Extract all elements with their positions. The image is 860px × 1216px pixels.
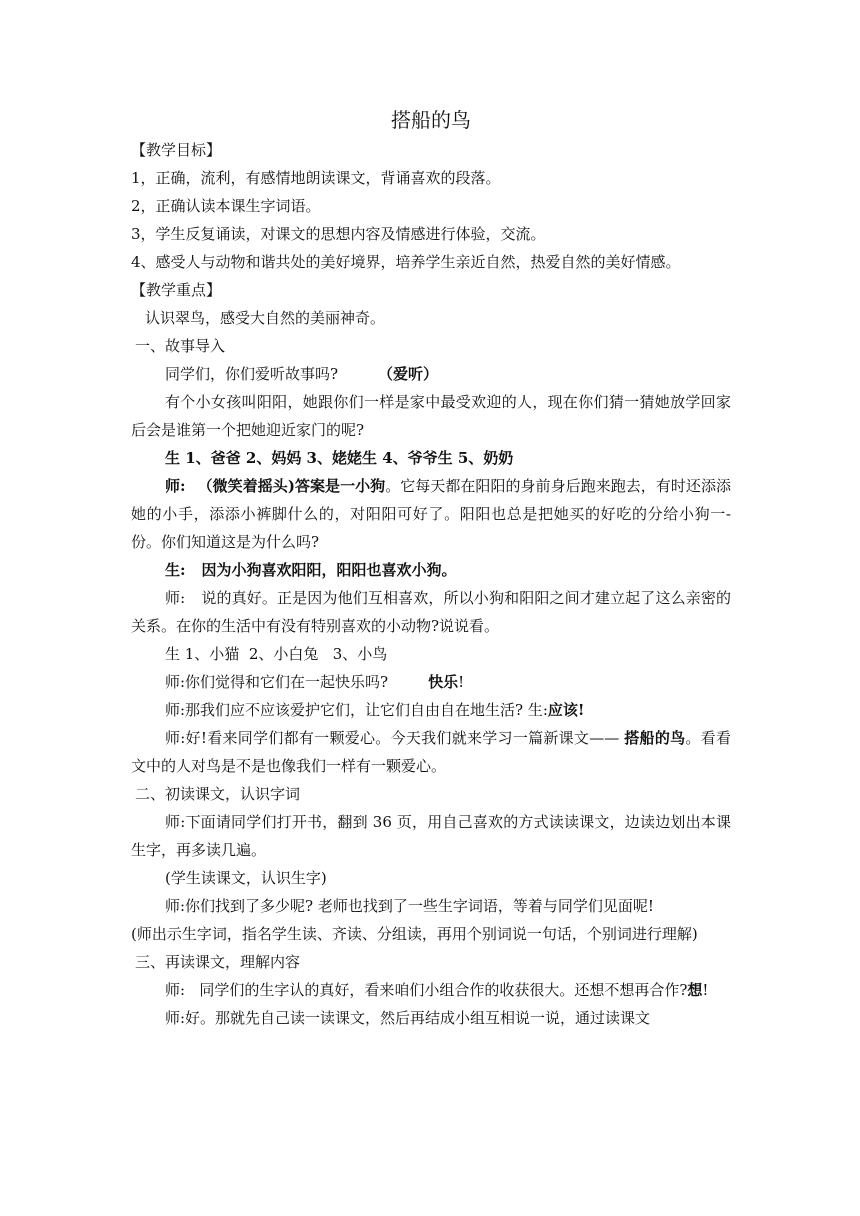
paragraph: 师:下面请同学们打开书，翻到 36 页，用自己喜欢的方式读读课文，边读边划出本课生字，再多读几遍。	[131, 813, 731, 859]
teacher-text: 说的真好。正是因为他们互相喜欢，所以小狗和阳阳之间才建立起了这么亲密的关系。在你的生活中有没有特别喜欢的小动物?说说看。	[131, 589, 731, 635]
student-answer: 应该!	[547, 701, 585, 719]
student-answer: 想	[687, 981, 703, 999]
section-heading-2: 二、初读课文，认识字词	[135, 785, 301, 803]
lesson-title-bold: 搭船的鸟	[624, 729, 686, 747]
goal-heading: 【教学目标】	[131, 141, 222, 159]
paragraph	[131, 976, 731, 1004]
teacher-text: 。看看文中的人对鸟是不是也像我们一样有一颗爱心。	[131, 729, 731, 775]
punctuation: !	[458, 673, 465, 691]
teacher-label: 师:	[165, 589, 186, 607]
teacher-bold-text: （微笑着摇头)答案是一小狗	[197, 477, 386, 495]
student-guess: 生 1、爸爸 2、妈妈 3、姥姥生 4、爷爷生 5、奶奶	[165, 449, 514, 467]
paragraph: (学生读课文，认识生字)	[165, 869, 327, 887]
paragraph: 师:好。那就先自己读一读课文，然后再结成小组互相说一说，通过读课文	[165, 1009, 651, 1027]
goal-item: 2，正确认读本课生字词语。	[131, 197, 321, 215]
paragraph: 师:你们找到了多少呢? 老师也找到了一些生字词语，等着与同学们见面呢!	[165, 897, 654, 915]
key-heading: 【教学重点】	[131, 281, 222, 299]
paragraph: 生 1、小猫 2、小白兔 3、小鸟	[165, 645, 388, 663]
paragraph	[131, 556, 731, 584]
page-title: 搭船的鸟	[391, 108, 471, 132]
goal-item: 4、感受人与动物和谐共处的美好境界，培养学生亲近自然，热爱自然的美好情感。	[131, 253, 681, 271]
paragraph	[131, 668, 731, 696]
teacher-text: 。它每天都在阳阳的身前身后跑来跑去，有时还添添她的小手，添添小裤脚什么的，对阳阳可好了。阳阳也总是把她买的好吃的分给小狗一-份。你们知道这是为什么吗?	[131, 477, 731, 551]
goal-item: 1，正确，流利，有感情地朗读课文，背诵喜欢的段落。	[131, 169, 501, 187]
question-text: 同学们，你们爱听故事吗?	[165, 365, 339, 383]
student-answer: 因为小狗喜欢阳阳，阳阳也喜欢小狗。	[201, 561, 457, 579]
paragraph	[131, 724, 731, 780]
goal-item: 3，学生反复诵读，对课文的思想内容及情感进行体验，交流。	[131, 225, 546, 243]
teacher-text: 师: 同学们的生字认的真好，看来咱们小组合作的收获很大。还想不想再合作?	[165, 981, 688, 999]
paragraph	[131, 472, 731, 556]
teacher-text: 师:好!看来同学们都有一颗爱心。今天我们就来学习一篇新课文——	[165, 729, 620, 747]
paragraph: (师出示生字词，指名学生读、齐读、分组读，再用个别词说一句话，个别词进行理解)	[131, 925, 698, 943]
teacher-label: 师:	[165, 477, 186, 495]
teacher-question: 师:那我们应不应该爱护它们，让它们自由自在地生活? 生:	[165, 701, 548, 719]
paragraph: 有个小女孩叫阳阳，她跟你们一样是家中最受欢迎的人，现在你们猜一猜她放学回家后会是谁第一个把她迎近家门的呢?	[131, 393, 731, 439]
document-page	[131, 104, 731, 1032]
teacher-question: 师:你们觉得和它们在一起快乐吗?	[165, 673, 389, 691]
key-text: 认识翠鸟，感受大自然的美丽神奇。	[145, 309, 386, 327]
paragraph	[131, 584, 731, 640]
section-heading-1: 一、故事导入	[135, 337, 226, 355]
punctuation: !	[702, 981, 709, 999]
paragraph	[131, 696, 731, 724]
paragraph	[131, 360, 731, 388]
answer-text: （爱听）	[378, 365, 439, 383]
section-heading-3: 三、再读课文，理解内容	[135, 953, 301, 971]
student-label: 生:	[165, 561, 186, 579]
paragraph	[131, 444, 731, 472]
student-answer: 快乐	[428, 673, 459, 691]
